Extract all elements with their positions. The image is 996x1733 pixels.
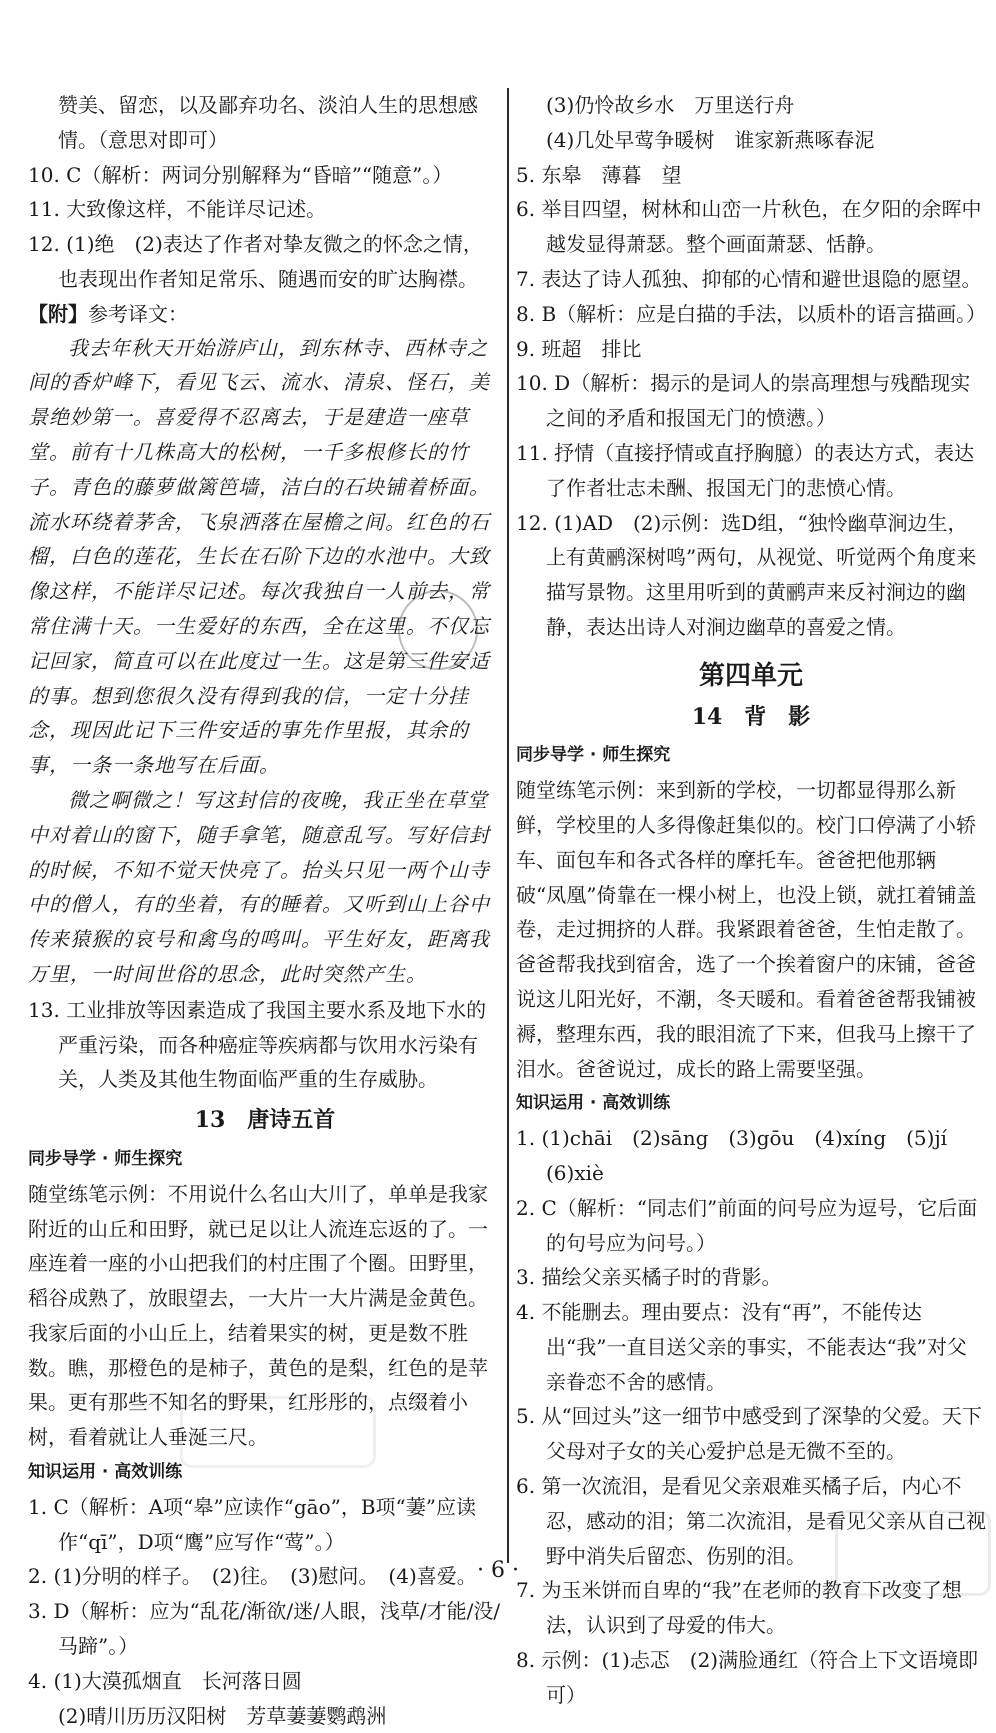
watermark-logo: [835, 1510, 991, 1596]
section-heading-practice: 知识运用 · 高效训练: [28, 1462, 183, 1483]
unit-4-title: 第四单元: [698, 660, 803, 691]
appendix-heading: [28, 297, 502, 332]
watermark-logo: [180, 1396, 376, 1468]
essay-example-14: 随堂练笔示例：来到新的学校，一切都显得那么新鲜，学校里的人多得像赶集似的。校门口停满了小轿车、面包车和各式各样的摩托车。爸爸把他那辆破“凤凰”倚靠在一棵小树上，也没上锁，就扛着铺盖卷，走过拥挤的人群。我紧跟着爸爸，生怕走散了。爸爸帮我找到宿舍，选了一个挨着窗户的床铺，爸爸说这儿阳光好，不潮，冬天暖和。看着爸爸帮我铺被褥，整理东西，我的眼泪流了下来，但我马上擦干了泪水。爸爸说过，成长的路上需要坚强。: [516, 778, 977, 1081]
practice-1: 1. (1)chāi (2)sāng (3)gōu (4)xíng (5)jí (6)xiè: [516, 1126, 968, 1185]
practice-2: 2. (1)分明的样子。 (2)往。 (3)慰问。 (4)喜爱。: [28, 1564, 477, 1589]
translation-paragraph-2: 微之啊微之！写这封信的夜晚，我正坐在草堂中对着山的窗下，随手拿笔，随意乱写。写好信封的时候，不知不觉天快亮了。抬头只见一两个山寺中的僧人，有的坐着，有的睡着。又听到山上谷中传来猿猴的哀号和禽鸟的鸣叫。平生好友，距离我万里，一时间世俗的思念，此时突然产生。: [28, 789, 490, 986]
answer-10: 10. D（解析：揭示的是词人的崇高理想与残酷现实之间的矛盾和报国无门的愤懑。）: [516, 371, 971, 431]
watermark-logo: [212, 922, 382, 986]
practice-3: 3. D（解析：应为“乱花/渐欲/迷/人眼，浅草/才能/没/马蹄”。）: [28, 1599, 501, 1659]
translation-paragraph-1: 我去年秋天开始游庐山，到东林寺、西林寺之间的香炉峰下，看见飞云、流水、清泉、怪石，美景绝妙第一。喜爱得不忍离去，于是建造一座草堂。前有十几株高大的松树，一千多根修长的竹子。青色的藤萝做篱笆墙，洁白的石块铺着桥面。流水环绕着茅舍，飞泉洒落在屋檐之间。红色的石榴，白色的莲花，生长在石阶下边的水池中。大致像这样，不能详尽记述。每次我独自一人前去，常常住满十天。一生爱好的东西，全在这里。不仅忘记回家，简直可以在此度过一生。这是第三件安适的事。想到您很久没有得到我的信，一定十分挂念，现因此记下三件安适的事先作里报，其余的事，一条一条地写在后面。: [28, 337, 490, 778]
answer-12: 12. (1)绝 (2)表达了作者对挚友微之的怀念之情，也表现出作者知足常乐、随遇而安的旷达胸襟。: [28, 232, 483, 291]
section-heading-guide: 同步导学 · 师生探究: [28, 1148, 183, 1169]
appendix-text: 参考译文：: [88, 301, 188, 326]
answer-12: 12. (1)AD (2)示例：选D组，“独怜幽草涧边生，上有黄鹂深树鸣”两句，从视觉、听觉两个角度来描写景物。这里用听到的黄鹂声来反衬涧边的幽静，表达出诗人对涧边幽草的喜爱之情。: [516, 510, 977, 639]
answer-4-4: (4)几处早莺争暖树 谁家新燕啄春泥: [546, 127, 875, 152]
practice-5: 5. 从“回过头”这一细节中感受到了深挚的父爱。天下父母对子女的关心爱护总是无微不至的。: [516, 1404, 982, 1464]
practice-8: 8. 示例：(1)忐忑 (2)满脸通红（符合上下文语境即可）: [516, 1648, 979, 1707]
lesson-14-title: 14 背 影: [691, 703, 811, 730]
answer-9: 9. 班超 排比: [516, 336, 642, 361]
answer-8: 8. B（解析：应是白描的手法，以质朴的语言描画。）: [516, 301, 987, 326]
section-heading-guide: 同步导学 · 师生探究: [516, 745, 671, 766]
practice-6: 6. 第一次流泪，是看见父亲艰难买橘子后，内心不忍，感动的泪；第二次流泪，是看见父亲从自己视野中消失后留恋、伤别的泪。: [516, 1474, 986, 1568]
section-heading-practice: 知识运用 · 高效训练: [516, 1093, 671, 1114]
answer-5: 5. 东皋 薄暮 望: [516, 162, 682, 187]
answer-13: 13. 工业排放等因素造成了我国主要水系及地下水的严重污染，而各种癌症等疾病都与饮用水污染有关，人类及其他生物面临严重的生存威胁。: [28, 997, 487, 1092]
answer-7: 7. 表达了诗人孤独、抑郁的心情和避世退隐的愿望。: [516, 266, 982, 291]
column-divider: [507, 88, 509, 1563]
answer-6: 6. 举目四望，树林和山峦一片秋色，在夕阳的余晖中越发显得萧瑟。整个画面萧瑟、恬静。: [516, 197, 982, 257]
lesson-13-title: 13 唐诗五首: [194, 1107, 336, 1134]
practice-2: 2. C（解析：“同志们”前面的问号应为逗号，它后面的句号应为问号。）: [516, 1195, 978, 1255]
answer-line: 赞美、留恋，以及鄙弃功名、淡泊人生的思想感情。（意思对即可）: [58, 93, 478, 152]
answer-11: 11. 大致像这样，不能详尽记述。: [28, 197, 327, 222]
right-column: [516, 88, 986, 1713]
answer-10: 10. C（解析：两词分别解释为“昏暗”“随意”。）: [28, 162, 453, 187]
essay-example-13: 随堂练笔示例：不用说什么名山大川了，单单是我家附近的山丘和田野，就已足以让人流连忘返的了。一座连着一座的小山把我们的村庄围了个圈。田野里，稻谷成熟了，放眼望去，一大片一大片满是金黄色。我家后面的小山丘上，结着果实的树，更是数不胜数。瞧，那橙色的是柿子，黄色的是梨，红色的是苹果。更有那些不知名的野果，红彤彤的，点缀着小树，看着就让人垂涎三尺。: [28, 1181, 488, 1450]
practice-7: 7. 为玉米饼而自卑的“我”在老师的教育下改变了想法，认识到了母爱的伟大。: [516, 1578, 962, 1638]
appendix-label: 【附】: [28, 301, 88, 326]
practice-4: 4. 不能删去。理由要点：没有“再”，不能传达出“我”一直目送父亲的事实，不能表达“我”对父亲眷恋不舍的感情。: [516, 1300, 967, 1394]
practice-3: 3. 描绘父亲买橘子时的背影。: [516, 1265, 782, 1290]
practice-4b: (2)晴川历历汉阳树 芳草萋萋鹦鹉洲: [58, 1703, 387, 1728]
watermark-seal: [398, 590, 478, 670]
answer-11: 11. 抒情（直接抒情或直抒胸臆）的表达方式，表达了作者壮志未酬、报国无门的悲愤心情。: [516, 440, 975, 500]
answer-4-3: (3)仍怜故乡水 万里送行舟: [546, 93, 795, 117]
page-number: · 6 ·: [477, 1558, 519, 1583]
practice-4a: 4. (1)大漠孤烟直 长河落日圆: [28, 1668, 302, 1693]
practice-1: 1. C（解析：A项“皋”应读作“gāo”，B项“萋”应读作“qī”，D项“鹰”应写作“莺”。）: [28, 1494, 476, 1554]
left-column: [28, 88, 502, 1733]
